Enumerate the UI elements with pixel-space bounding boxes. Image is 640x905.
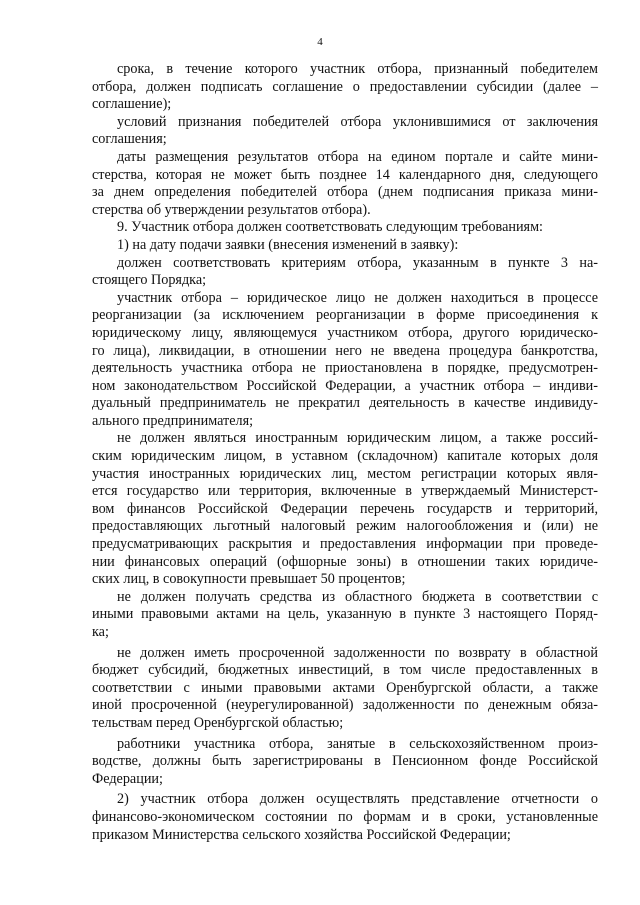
text-line: 1) на дату подачи заявки (внесения изменений в заявку): [117,236,459,253]
text-line: даты размещения результатов отбора на едином портале и сайте мини- [117,148,598,165]
paragraph [92,290,598,431]
text-line: работники участника отбора, занятые в сельскохозяйственном произ- [117,735,598,752]
text-line: 9. Участник отбора должен соответствовать следующим требованиям: [117,219,543,236]
text-line: дуальный предприниматель не прекратил деятельность в качестве индивиду- [92,395,598,412]
paragraph [92,114,598,149]
text-line: приказом Министерства сельского хозяйства Российской Федерации; [92,826,511,843]
text-line: не должен получать средства из областного бюджета в соответствии с [117,588,598,605]
text-line: Федерации; [92,770,163,787]
text-line: не должен являться иностранным юридическим лицом, а также россий- [117,430,598,447]
page-number: 4 [317,36,323,48]
text-line: ка; [92,624,109,640]
text-line: должен соответствовать критериям отбора, указанным в пункте 3 на- [117,254,598,271]
text-line: соответствии с иными правовыми актами Оренбургской области, а также [92,679,598,696]
text-line: не должен иметь просроченной задолженности по возврату в областной [117,644,598,661]
text-line: деятельность участника отбора не приостановлена в порядке, предусмотрен- [92,360,598,377]
paragraph [92,149,598,219]
text-line: иной просроченной (неурегулированной) задолженности по денежным обяза- [92,697,598,714]
text-line: стерства об утверждении результатов отбора). [92,201,371,218]
text-line: соглашение); [92,96,172,113]
text-line: стерства, которая не может быть позднее 14 календарного дня, следующего [92,166,598,183]
paragraph [92,255,598,290]
text-line: вом финансов Российской Федерации перечень государств и территорий, [92,500,598,517]
text-line: ется государство или территория, включенные в утверждаемый Министерст- [92,483,598,500]
text-line: реорганизации (за исключением реорганизации в форме присоединения к [92,307,598,324]
text-line: предоставляющих льготный налоговый режим налогообложения и (или) не [92,518,598,535]
text-line: 2) участник отбора должен осуществлять представление отчетности о [117,791,598,808]
text-line: условий признания победителей отбора уклонившимися от заключения [117,113,598,130]
text-line: стоящего Порядка; [92,272,207,289]
text-line: ном законодательством Российской Федерации, а участник отбора – индиви- [92,377,598,394]
paragraph [92,645,598,733]
text-line: участия иностранных юридических лиц, местом регистрации которых явля- [92,465,598,482]
text-line: отбора, должен подписать соглашение о предоставлении субсидии (далее – [92,78,598,95]
text-line: ским юридическим лицом, в уставном (складочном) капитале которых доля [92,448,598,465]
text-line: бюджет субсидий, бюджетных инвестиций, в том числе предоставленных в [92,662,598,679]
text-line: тельствам перед Оренбургской областью; [92,714,344,731]
text-line: срока, в течение которого участник отбора, признанный победителем [117,61,598,77]
paragraph [92,791,598,844]
text-line: финансово-экономическом состоянии по формам и в сроки, установленные [92,808,598,825]
text-line: ального предпринимателя; [92,412,254,429]
text-line: соглашения; [92,131,167,148]
text-line: водстве, должны быть зарегистрированы в Пенсионном фонде Российской [92,753,598,770]
text-line: иными правовыми актами на цель, указанную в пункте 3 настоящего Поряд- [92,606,598,623]
text-line: нии финансовых операций (офшорные зоны) в отношении таких юридиче- [92,553,598,570]
paragraph [92,61,598,114]
paragraph [92,589,598,642]
paragraph [92,237,598,255]
text-line: ских лиц, в совокупности превышает 50 процентов; [92,571,406,588]
document-body [92,61,598,844]
text-line: за днем определения победителей отбора (днем подписания приказа мини- [92,184,598,201]
paragraph [92,736,598,789]
text-line: юридическому лицу, являющемуся участником отбора, другого юридическо- [92,324,598,341]
paragraph [92,430,598,588]
text-line: участник отбора – юридическое лицо не должен находиться в процессе [117,289,598,306]
text-line: предусматривающих раскрытия и предоставления информации при проведе- [92,536,598,553]
paragraph [92,219,598,237]
text-line: го лица), ликвидации, в отношении него не введена процедура банкротства, [92,342,598,359]
